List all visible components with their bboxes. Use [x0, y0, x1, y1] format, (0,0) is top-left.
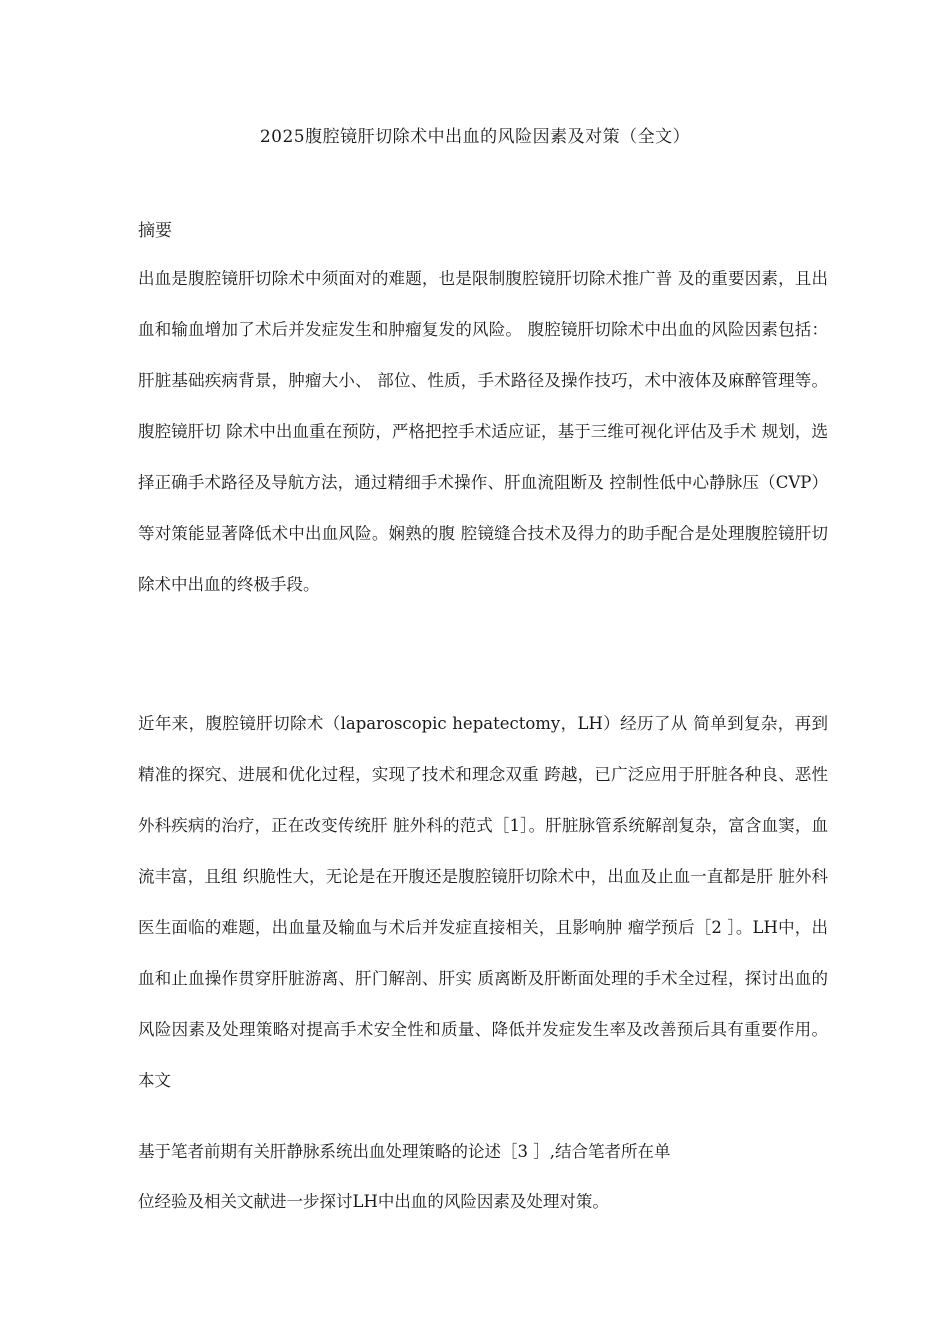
document-title: 2025腹腔镜肝切除术中出血的风险因素及对策（全文）	[259, 127, 691, 147]
abstract-heading: 摘要	[138, 221, 172, 241]
closing-line-1: 基于笔者前期有关肝静脉系统出血处理策略的论述［3 ］,结合笔者所在单	[138, 1142, 671, 1161]
closing-line-2: 位经验及相关文献进一步探讨LH中出血的风险因素及处理对策。	[138, 1192, 609, 1211]
abstract-paragraph: 出血是腹腔镜肝切除术中须面对的难题，也是限制腹腔镜肝切除术推广普 及的重要因素，且出血和输血增加了术后并发症发生和肿瘤复发的风险。 腹腔镜肝切除术中出血的风险因素包括：肝脏基础疾病背景，肿瘤大小、 部位、性质，手术路径及操作技巧，术中液体及麻醉管理等。腹腔镜肝切 除术中出血重在预防，严格把控手术适应证，基于三维可视化评估及手术 规划，选择正确手术路径及导航方法，通过精细手术操作、肝血流阻断及 控制性低中心静脉压（CVP）等对策能显著降低术中出血风险。娴熟的腹 腔镜缝合技术及得力的助手配合是处理腹腔镜肝切除术中出血的终极手段。	[138, 269, 828, 594]
introduction-paragraph: 近年来，腹腔镜肝切除术（laparoscopic hepatectomy，LH）经历了从 简单到复杂，再到精准的探究、进展和优化过程，实现了技术和理念双重 跨越，已广泛应用于肝脏各种良、恶性外科疾病的治疗，正在改变传统肝 脏外科的范式［1］。肝脏脉管系统解剖复杂，富含血窦，血流丰富，且组 织脆性大，无论是在开腹还是腹腔镜肝切除术中，出血及止血一直都是肝 脏外科医生面临的难题，出血量及输血与术后并发症直接相关，且影响肿 瘤学预后［2 ］。LH中，出血和止血操作贯穿肝脏游离、肝门解剖、肝实 质离断及肝断面处理的手术全过程，探讨出血的风险因素及处理策略对提高手术安全性和质量、降低并发症发生率及改善预后具有重要作用。本文	[138, 714, 828, 1090]
